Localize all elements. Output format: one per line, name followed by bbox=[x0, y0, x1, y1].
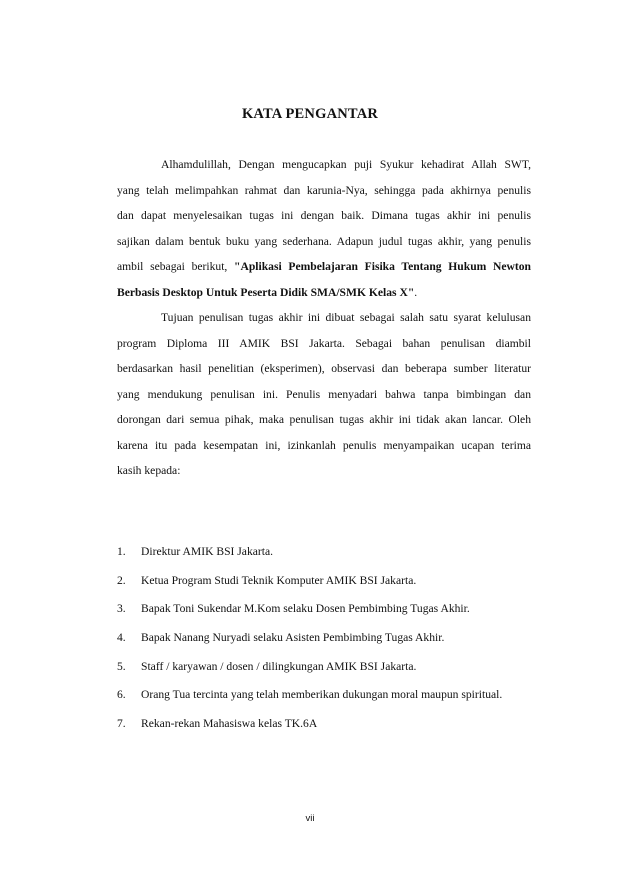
list-item bbox=[117, 653, 537, 682]
thesis-title-part-2: Berbasis Desktop Untuk Peserta Didik SMA/SMK Kelas X" bbox=[117, 285, 415, 299]
paragraph-text: ambil sebagai berikut, bbox=[117, 260, 235, 273]
paragraph-line: Tujuan penulisan tugas akhir ini dibuat sebagai salah satu syarat kelulusan bbox=[161, 311, 531, 324]
list-item bbox=[117, 681, 537, 710]
acknowledgement-list bbox=[117, 538, 537, 739]
page-title: KATA PENGANTAR bbox=[241, 106, 379, 122]
list-item bbox=[117, 710, 537, 739]
list-text: Direktur AMIK BSI Jakarta. bbox=[141, 545, 274, 558]
paragraph-line: kasih kepada: bbox=[117, 464, 181, 477]
paragraph-line: sajikan dalam bentuk buku yang sederhana. Adapun judul tugas akhir, yang penulis bbox=[117, 234, 531, 248]
list-text: Bapak Toni Sukendar M.Kom selaku Dosen Pembimbing Tugas Akhir. bbox=[141, 602, 470, 616]
list-item bbox=[117, 567, 537, 596]
list-text: Orang Tua tercinta yang telah memberikan dukungan moral maupun spiritual. bbox=[141, 688, 503, 702]
paragraph-line: program Diploma III AMIK BSI Jakarta. Sebagai bahan penulisan diambil bbox=[117, 336, 531, 350]
list-item bbox=[117, 624, 537, 653]
paragraph-line: berdasarkan hasil penelitian (eksperimen), observasi dan beberapa sumber literatur bbox=[117, 362, 531, 375]
paragraph-text: . bbox=[414, 285, 418, 299]
list-number: 3. bbox=[117, 602, 126, 616]
paragraph-line: dorongan dari semua pihak, maka penulisan tugas akhir ini tidak akan lancar. Oleh bbox=[117, 413, 531, 426]
body-text bbox=[117, 152, 531, 484]
list-number: 2. bbox=[117, 573, 126, 587]
list-text: Rekan-rekan Mahasiswa kelas TK.6A bbox=[141, 717, 318, 731]
list-text: Bapak Nanang Nuryadi selaku Asisten Pembimbing Tugas Akhir. bbox=[141, 631, 445, 645]
paragraph-line-with-title bbox=[117, 280, 531, 306]
paragraph-line: yang telah melimpahkan rahmat dan karunia-Nya, sehingga pada akhirnya penulis bbox=[117, 183, 531, 197]
paragraph-2 bbox=[117, 305, 531, 484]
list-number: 6. bbox=[117, 688, 126, 702]
paragraph-line: yang mendukung penulisan ini. Penulis menyadari bahwa tanpa bimbingan dan bbox=[117, 387, 531, 401]
paragraph-line: dan dapat menyelesaikan tugas ini dengan baik. Dimana tugas akhir ini penulis bbox=[117, 209, 531, 222]
list-item bbox=[117, 538, 537, 567]
list-number: 4. bbox=[117, 631, 126, 645]
list-number: 1. bbox=[117, 545, 126, 558]
list-number: 7. bbox=[117, 717, 126, 731]
list-number: 5. bbox=[117, 659, 126, 673]
paragraph-line: karena itu pada kesempatan ini, izinkanlah penulis menyampaikan ucapan terima bbox=[117, 438, 531, 452]
paragraph-line-with-title bbox=[117, 254, 531, 280]
page-number: vii bbox=[305, 813, 315, 824]
list-item bbox=[117, 595, 537, 624]
paragraph-line: Alhamdulillah, Dengan mengucapkan puji Syukur kehadirat Allah SWT, bbox=[161, 158, 531, 171]
thesis-title-part-1: "Aplikasi Pembelajaran Fisika Tentang Hukum Newton bbox=[234, 260, 531, 273]
list-text: Ketua Program Studi Teknik Komputer AMIK BSI Jakarta. bbox=[141, 573, 417, 587]
list-text: Staff / karyawan / dosen / dilingkungan AMIK BSI Jakarta. bbox=[141, 659, 417, 673]
paragraph-1 bbox=[117, 152, 531, 305]
